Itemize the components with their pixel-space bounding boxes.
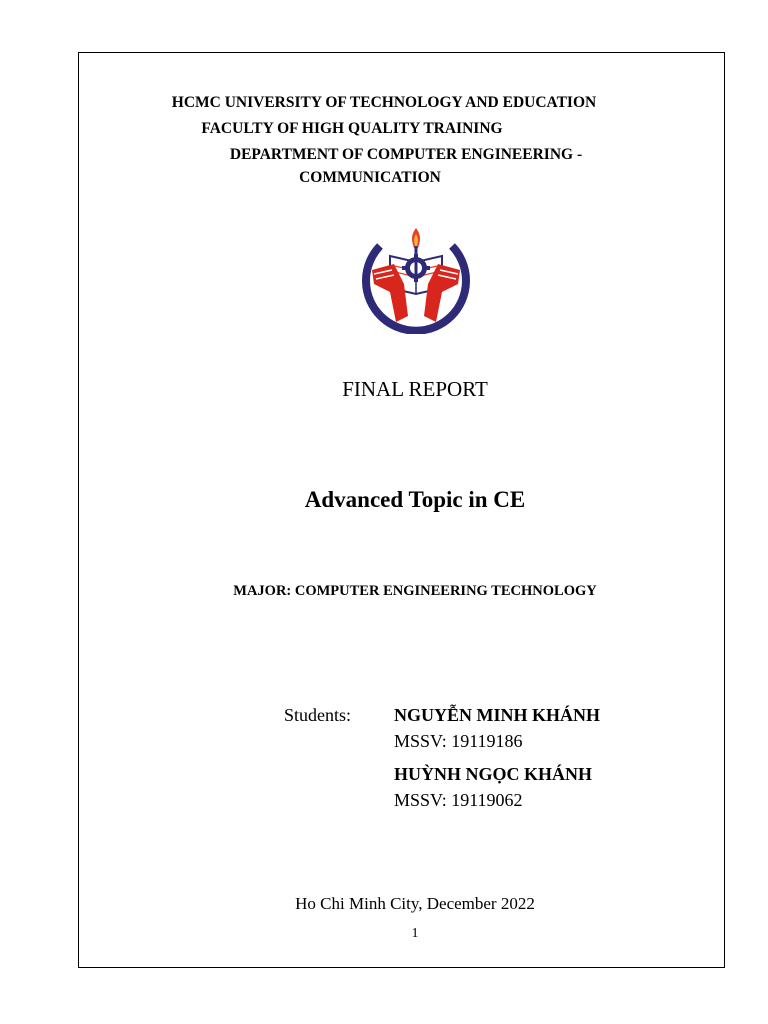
student-name: HUỲNH NGỌC KHÁNH bbox=[394, 764, 592, 784]
university-logo-icon bbox=[360, 226, 472, 334]
place-date: Ho Chi Minh City, December 2022 bbox=[295, 894, 535, 913]
student-name: NGUYỄN MINH KHÁNH bbox=[394, 705, 600, 725]
university-name: HCMC UNIVERSITY OF TECHNOLOGY AND EDUCATION bbox=[171, 94, 597, 111]
faculty-name: FACULTY OF HIGH QUALITY TRAINING bbox=[201, 120, 503, 137]
course-title: Advanced Topic in CE bbox=[304, 487, 526, 512]
department-name-line2: COMMUNICATION bbox=[299, 169, 441, 186]
report-type: FINAL REPORT bbox=[342, 377, 488, 401]
page-number: 1 bbox=[411, 926, 419, 941]
student-id: MSSV: 19119062 bbox=[394, 790, 523, 810]
student-id: MSSV: 19119186 bbox=[394, 731, 523, 751]
department-name-line1: DEPARTMENT OF COMPUTER ENGINEERING - bbox=[229, 146, 583, 163]
students-label: Students: bbox=[284, 705, 352, 725]
major-line: MAJOR: COMPUTER ENGINEERING TECHNOLOGY bbox=[233, 583, 597, 599]
